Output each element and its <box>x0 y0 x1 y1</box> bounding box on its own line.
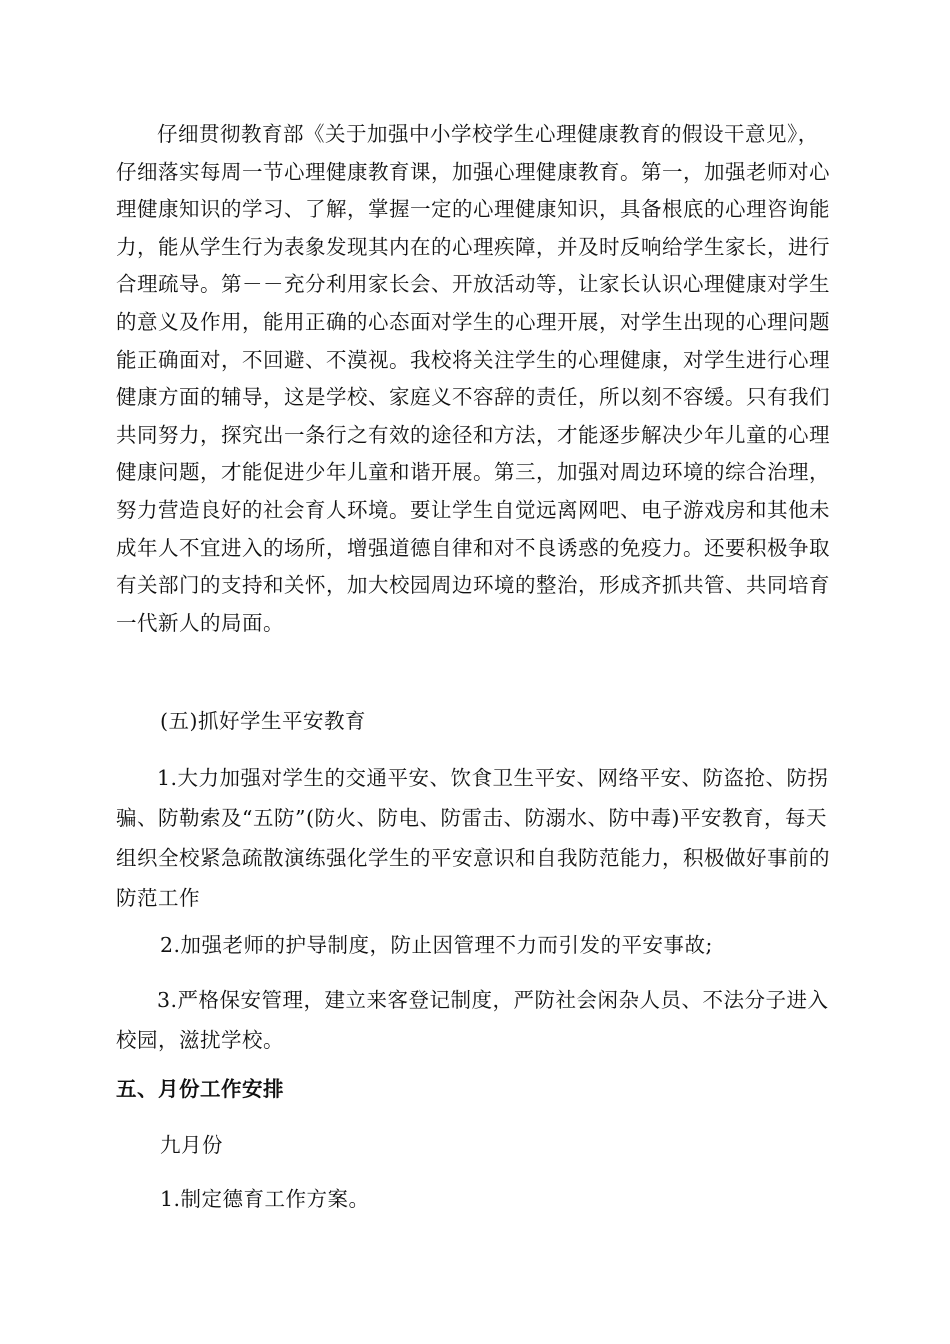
month-september-label: 九月份 <box>160 1133 223 1157</box>
september-item-1: 1.制定德育工作方案。 <box>160 1187 370 1211</box>
monthly-schedule-heading: 五、月份工作安排 <box>116 1077 284 1101</box>
safety-section-title: (五)抓好学生平安教育 <box>160 709 366 733</box>
safety-item-2: 2.加强老师的护导制度，防止因管理不力而引发的平安事故; <box>160 933 713 957</box>
mental-health-paragraph: 仔细贯彻教育部《关于加强中小学校学生心理健康教育的假设干意见》，仔细落实每周一节心理健康教育课，加强心理健康教育。第一，加强老师对心理健康知识的学习、了解，掌握一定的心理健康知识，具备根底的心理咨询能力，能从学生行为表象发现其内在的心理疾障，并及时反响给学生家长，进行合理疏导。第－－充分利用家长会、开放活动等，让家长认识心理健康对学生的意义及作用，能用正确的心态面对学生的心理开展，对学生出现的心理问题能正确面对，不回避、不漠视。我校将关注学生的心理健康，对学生进行心理健康方面的辅导，这是学校、家庭义不容辞的责任，所以刻不容缓。只有我们共同努力，探究出一条行之有效的途径和方法，才能逐步解决少年儿童的心理健康问题，才能促进少年儿童和谐开展。第三，加强对周边环境的综合治理，努力营造良好的社会育人环境。要让学生自觉远离网吧、电子游戏房和其他未成年人不宜进入的场所，增强道德自律和对不良诱惑的免疫力。还要积极争取有关部门的支持和关怀，加大校园周边环境的整治，形成齐抓共管、共同培育一代新人的局面。 <box>116 122 830 635</box>
safety-item-3: 3.严格保安管理，建立来客登记制度，严防社会闲杂人员、不法分子进入校园，滋扰学校。 <box>116 988 829 1052</box>
safety-item-1: 1.大力加强对学生的交通平安、饮食卫生平安、网络平安、防盗抢、防拐骗、防勒索及“五防”(防火、防电、防雷击、防溺水、防中毒)平安教育，每天组织全校紧急疏散演练强化学生的平安意识和自我防范能力，积极做好事前的防范工作 <box>116 766 830 910</box>
